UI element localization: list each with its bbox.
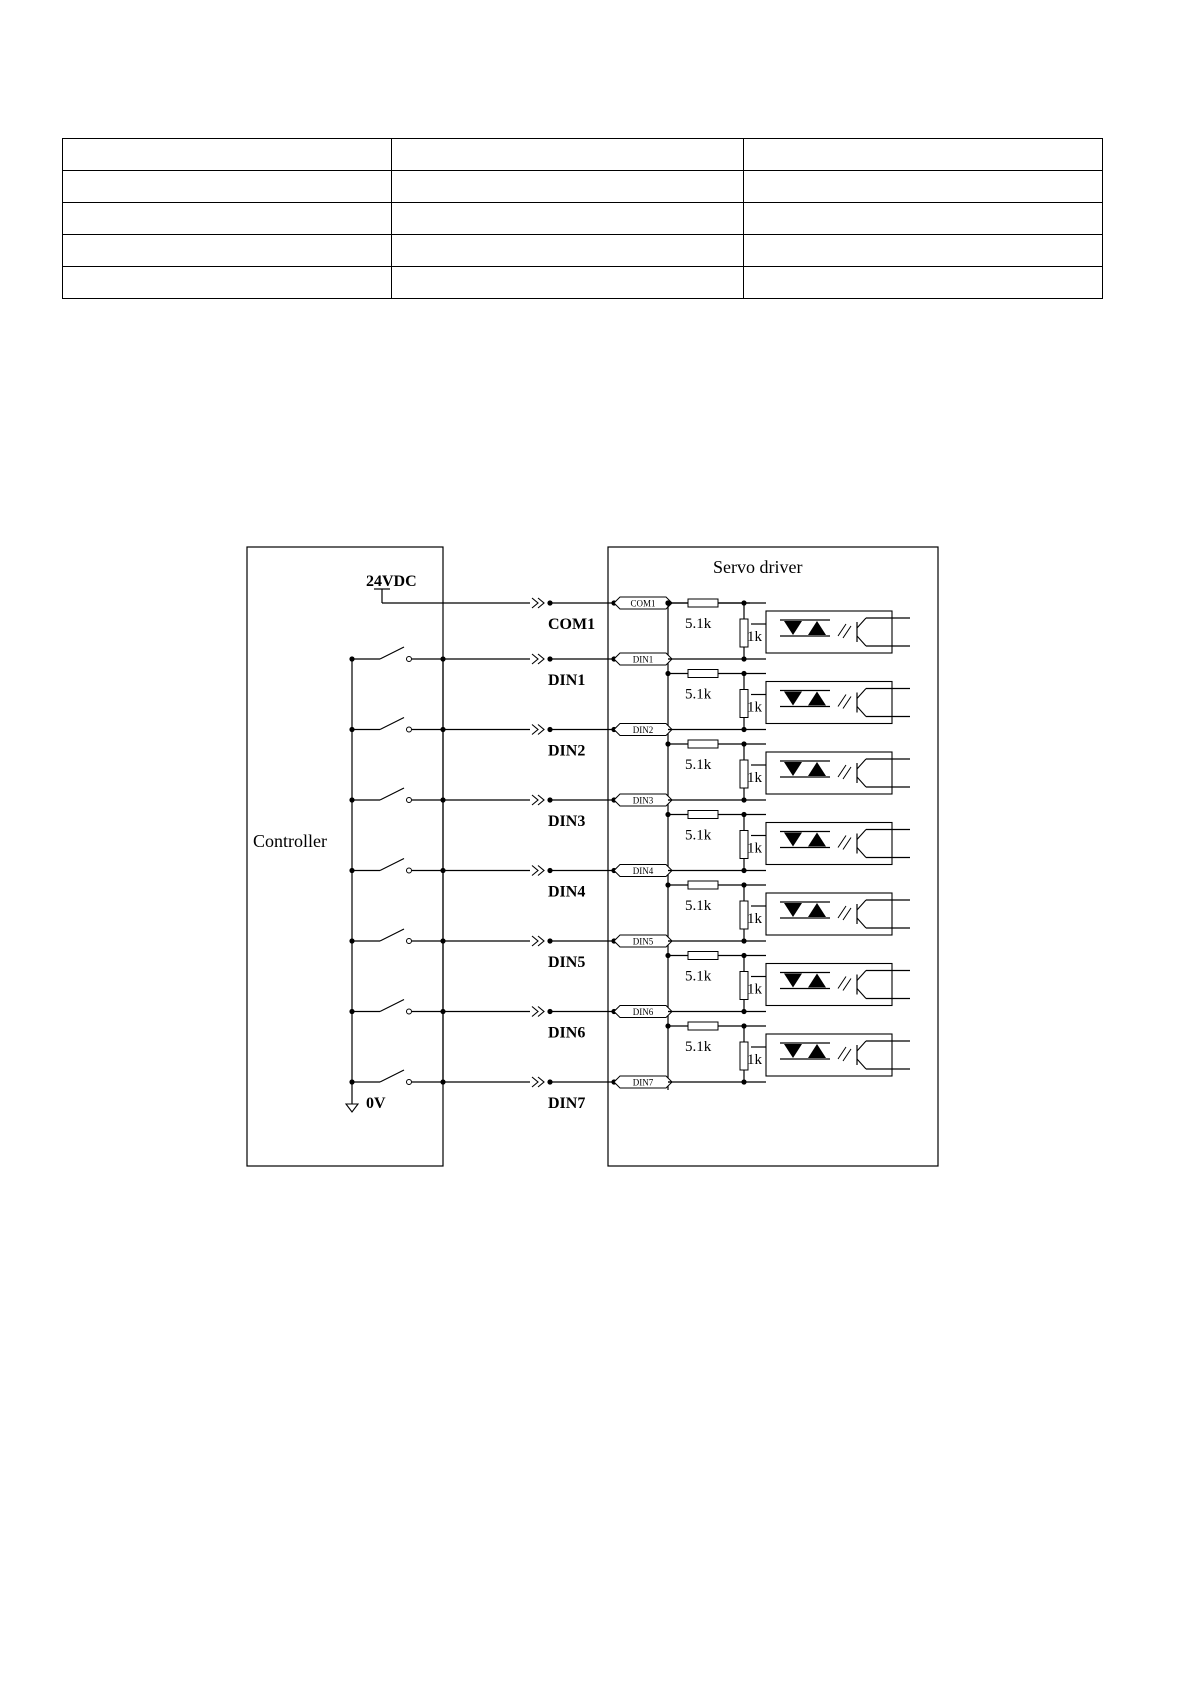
resistor-label: 1k	[747, 1052, 762, 1068]
servo-driver-box	[608, 547, 938, 1166]
led-diode-icon	[808, 903, 826, 917]
optocoupler-box	[766, 1034, 892, 1076]
switch-contact	[407, 657, 412, 662]
led-diode-icon	[808, 762, 826, 776]
ground-icon	[346, 1104, 358, 1112]
phototransistor-icon	[857, 1041, 866, 1069]
led-diode-icon	[784, 762, 802, 776]
led-diode-icon	[808, 692, 826, 706]
plug-arrow-icon	[532, 795, 544, 805]
led-diode-icon	[808, 833, 826, 847]
switch-blade	[380, 718, 404, 730]
terminal-label: DIN1	[632, 654, 654, 665]
led-diode-icon	[808, 974, 826, 988]
led-diode-icon	[784, 1044, 802, 1058]
plug-arrow-icon	[532, 866, 544, 876]
din-label: DIN1	[548, 672, 586, 689]
optocoupler-box	[766, 893, 892, 935]
plug-arrow-icon	[532, 936, 544, 946]
din-label: DIN5	[548, 954, 586, 971]
resistor-5k1	[688, 881, 718, 889]
plug-arrow-icon	[532, 598, 544, 608]
resistor-5k1	[688, 599, 718, 607]
switch-blade	[380, 1070, 404, 1082]
resistor-label: 1k	[747, 981, 762, 998]
resistor-5k1	[688, 811, 718, 819]
resistor-label: 5.1k	[685, 898, 712, 914]
plug-arrow-icon	[532, 1007, 544, 1017]
phototransistor-icon	[857, 900, 866, 928]
resistor-label: 5.1k	[685, 968, 712, 985]
supply-label: 24VDC	[366, 573, 417, 590]
led-diode-icon	[784, 621, 802, 635]
ground-label: 0V	[366, 1095, 386, 1112]
optocoupler-box	[766, 964, 892, 1006]
phototransistor-icon	[857, 830, 866, 858]
optocoupler-box	[766, 752, 892, 794]
switch-contact	[407, 868, 412, 873]
switch-blade	[380, 647, 404, 659]
terminal-label: DIN7	[632, 1077, 654, 1088]
switch-blade	[380, 1000, 404, 1012]
din-label: DIN6	[548, 1024, 586, 1042]
din-label: DIN4	[548, 883, 586, 901]
controller-box	[247, 547, 443, 1166]
servo-driver-label: Servo driver	[713, 557, 803, 577]
terminal-label: DIN2	[632, 725, 654, 735]
light-emission-icon	[838, 977, 851, 991]
switch-contact	[407, 1009, 412, 1014]
terminal-label: DIN6	[632, 1007, 654, 1017]
switch-blade	[380, 859, 404, 871]
terminal-label: COM1	[630, 598, 656, 609]
optocoupler-box	[766, 823, 892, 865]
plug-arrow-icon	[532, 1077, 544, 1087]
resistor-label: 1k	[747, 840, 762, 857]
din-label: DIN3	[548, 813, 586, 830]
controller-label: Controller	[253, 831, 327, 851]
phototransistor-icon	[857, 759, 866, 787]
plug-arrow-icon	[532, 654, 544, 664]
resistor-label: 5.1k	[685, 827, 712, 844]
resistor-5k1	[688, 1022, 718, 1030]
resistor-label: 5.1k	[685, 616, 712, 632]
terminal-label: DIN5	[632, 936, 654, 947]
resistor-5k1	[688, 670, 718, 678]
phototransistor-icon	[857, 689, 866, 717]
led-diode-icon	[784, 833, 802, 847]
led-diode-icon	[784, 903, 802, 917]
light-emission-icon	[838, 906, 851, 920]
led-diode-icon	[784, 692, 802, 706]
optocoupler-box	[766, 611, 892, 653]
switch-blade	[380, 929, 404, 941]
plug-arrow-icon	[532, 725, 544, 735]
din-label: DIN2	[548, 742, 586, 760]
resistor-label: 1k	[747, 629, 762, 645]
resistor-label: 1k	[747, 911, 762, 927]
light-emission-icon	[838, 695, 851, 709]
light-emission-icon	[838, 624, 851, 638]
phototransistor-icon	[857, 618, 866, 646]
led-diode-icon	[808, 1044, 826, 1058]
switch-contact	[407, 1080, 412, 1085]
optocoupler-box	[766, 682, 892, 724]
resistor-label: 5.1k	[685, 686, 712, 703]
led-diode-icon	[808, 621, 826, 635]
resistor-label: 1k	[747, 699, 762, 716]
switch-blade	[380, 788, 404, 800]
phototransistor-icon	[857, 971, 866, 999]
light-emission-icon	[838, 765, 851, 779]
com-label: COM1	[548, 616, 596, 633]
switch-contact	[407, 798, 412, 803]
terminal-label: DIN4	[632, 866, 654, 876]
switch-contact	[407, 727, 412, 732]
terminal-label: DIN3	[632, 795, 654, 806]
switch-contact	[407, 939, 412, 944]
resistor-label: 1k	[747, 770, 762, 786]
resistor-label: 5.1k	[685, 757, 712, 773]
din-label: DIN7	[548, 1095, 586, 1112]
light-emission-icon	[838, 1047, 851, 1061]
light-emission-icon	[838, 836, 851, 850]
resistor-label: 5.1k	[685, 1039, 712, 1055]
resistor-5k1	[688, 740, 718, 748]
led-diode-icon	[784, 974, 802, 988]
resistor-5k1	[688, 952, 718, 960]
